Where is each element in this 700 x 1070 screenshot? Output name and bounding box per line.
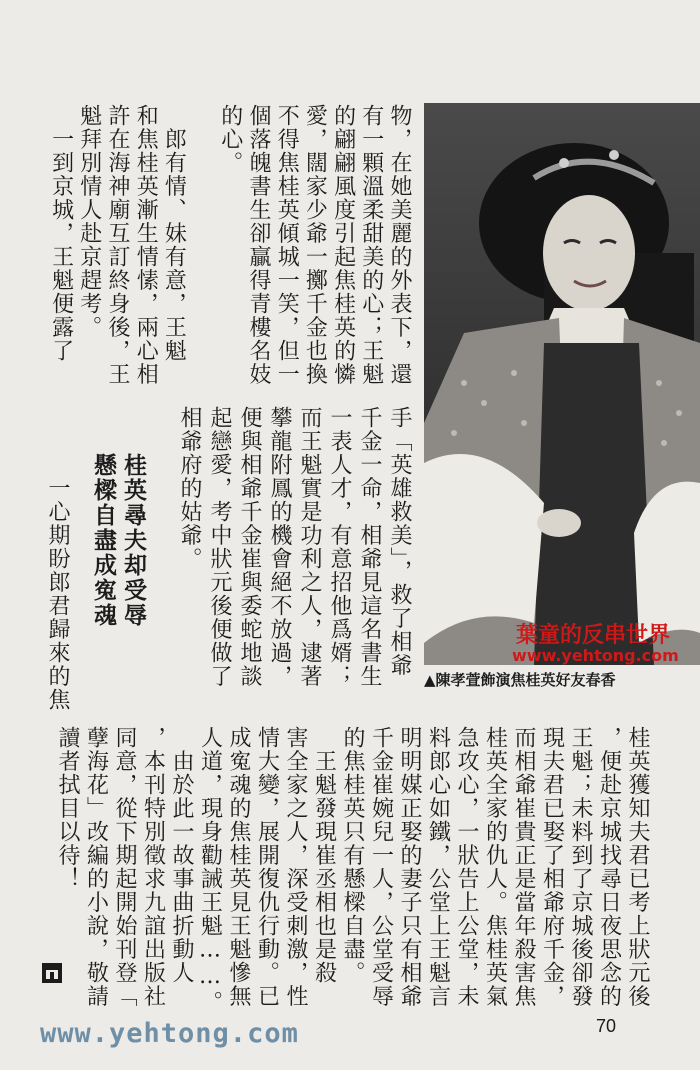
text-column: 同意，從下期起開始刊登「 [112, 726, 137, 1008]
text-column: 千金一命，相爺見這名書生 [357, 406, 382, 688]
text-column: 起戀愛，考中狀元後便做了 [207, 406, 232, 688]
text-column: 由於此一故事曲折動人 [169, 726, 194, 985]
text-column: 便與相爺千金崔與委蛇地談 [237, 406, 262, 688]
text-column: 魁拜別情人赴京趕考。 [76, 104, 102, 339]
text-column: 料郎心如鐵，公堂上王魁言 [425, 726, 451, 1008]
text-column: 物，在她美麗的外表下，還 [387, 104, 412, 386]
text-column: 個落魄書生卻贏得青樓名妓 [246, 104, 271, 386]
text-column: 讀者拭目以待！ [55, 726, 80, 891]
text-column: 現夫君已娶了相爺府千金， [539, 726, 565, 1008]
text-column: 的翩翩風度引起焦桂英的憐 [330, 104, 356, 386]
text-column: 一到京城，王魁便露了 [48, 104, 74, 363]
text-column: 不得焦桂英傾城一笑，但一 [274, 104, 300, 386]
text-column: 害全家之人，深受刺激，性 [283, 726, 308, 1008]
text-column: 的心。 [217, 104, 243, 175]
text-column: 王魁發現崔丞相也是殺 [311, 726, 337, 985]
text-column: 和焦桂英漸生情愫，兩心相 [133, 104, 159, 386]
site-name-watermark: 葉童的反串世界 [516, 623, 671, 648]
text-column: 有一顆溫柔甜美的心；王魁 [358, 104, 384, 386]
actress-photo [424, 103, 700, 665]
text-column: 急攻心，一狀告上公堂，未 [454, 726, 479, 1008]
page-number: 70 [596, 1016, 617, 1036]
section-heading-line-1: 桂英尋夫却受辱 [120, 453, 147, 628]
text-column: 手「英雄救美」，救了相爺 [387, 406, 412, 677]
text-column: 而王魁實是功利之人，逮著 [297, 406, 322, 688]
text-column: 人道，現身勸誡王魁……。 [197, 726, 223, 1014]
text-column: 情大變，展開復仇行動。已 [254, 726, 280, 1008]
text-column: 許在海神廟互訂終身後，王 [105, 104, 130, 386]
text-column: 千金崔婉兒一人，公堂受辱 [368, 726, 394, 1008]
text-column: 愛，闊家少爺一擲千金也換 [302, 104, 328, 386]
photo-caption: ▲陳孝萱飾演焦桂英好友春香 [424, 671, 616, 689]
text-column: ，便赴京城找尋日夜思念的 [596, 726, 622, 1008]
text-column: 而相爺崔貴正是當年殺害焦 [511, 726, 536, 1008]
text-column: 的焦桂英只有懸樑自盡。 [340, 726, 365, 985]
text-column: 王魁；未料到了京城後卻發 [568, 726, 593, 1008]
text-column: 郎有情、妹有意，王魁 [161, 104, 187, 363]
photo-url-watermark: www.yehtong.com [512, 646, 679, 665]
text-column: ，本刊特別徵求九誼出版社 [140, 726, 166, 1008]
text-column: 攀龍附鳳的機會絕不放過， [267, 406, 292, 688]
photo-illustration [424, 103, 700, 665]
middle-last-column: 一心期盼郎君歸來的焦 [45, 453, 70, 712]
text-column: 成寃魂的焦桂英見王魁慘無 [226, 726, 251, 1008]
end-of-article-icon [41, 962, 63, 984]
text-column: 一表人才，有意招他爲婿； [327, 406, 352, 688]
text-column: 相爺府的姑爺。 [177, 406, 202, 571]
text-column: 孽海花」改編的小說，敬請 [83, 726, 109, 1008]
text-column: 桂英獲知夫君已考上狀元後 [625, 726, 650, 1008]
text-column: 明明媒正娶的妻子只有相爺 [397, 726, 422, 1008]
text-column: 桂英全家的仇人。焦桂英氣 [482, 726, 508, 1008]
footer-url-watermark: www.yehtong.com [40, 1018, 299, 1049]
section-heading-line-2: 懸樑自盡成寃魂 [90, 453, 117, 628]
